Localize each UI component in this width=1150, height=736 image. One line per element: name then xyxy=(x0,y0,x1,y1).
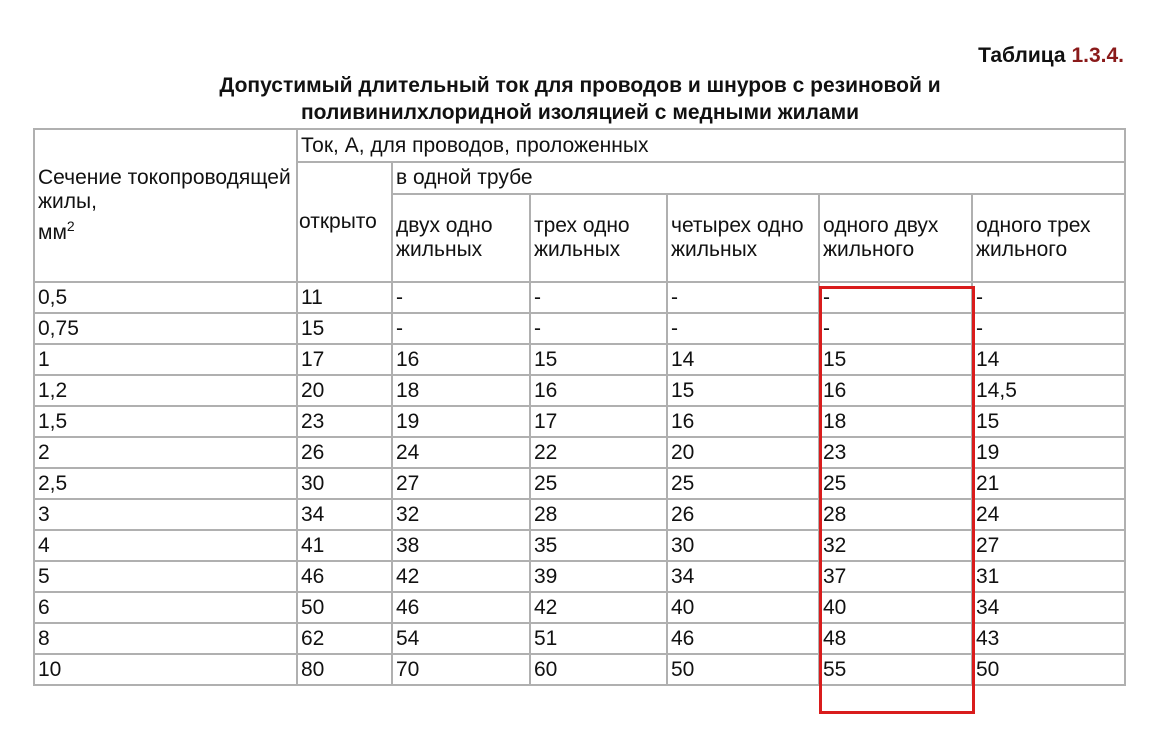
row-section-cell: 8 xyxy=(34,623,297,654)
table-title xyxy=(0,72,1150,126)
table-title-line-2: поливинилхлоридной изоляцией с медными жилами xyxy=(300,101,860,124)
row-value-cell: 16 xyxy=(530,375,667,406)
row-value-cell: 17 xyxy=(530,406,667,437)
row-value-cell: 25 xyxy=(819,468,972,499)
row-value-cell: 15 xyxy=(819,344,972,375)
header-section-label: Сечение токопроводящей жилы, xyxy=(38,166,291,213)
row-value-cell: 43 xyxy=(972,623,1125,654)
row-value-cell: 19 xyxy=(972,437,1125,468)
row-value-cell: 32 xyxy=(392,499,530,530)
row-section-cell: 1,2 xyxy=(34,375,297,406)
row-value-cell: 20 xyxy=(297,375,392,406)
row-value-cell: 80 xyxy=(297,654,392,685)
row-value-cell: 30 xyxy=(667,530,819,561)
row-section-cell: 10 xyxy=(34,654,297,685)
row-value-cell: 46 xyxy=(667,623,819,654)
row-section-cell: 4 xyxy=(34,530,297,561)
row-value-cell: - xyxy=(667,313,819,344)
table-row xyxy=(34,623,1125,654)
row-value-cell: 50 xyxy=(667,654,819,685)
table-row xyxy=(34,406,1125,437)
row-value-cell: 31 xyxy=(972,561,1125,592)
row-value-cell: 62 xyxy=(297,623,392,654)
row-value-cell: 24 xyxy=(972,499,1125,530)
header-col-one-three-core: одного трех жильного xyxy=(972,194,1125,282)
table-row xyxy=(34,530,1125,561)
row-value-cell: 55 xyxy=(819,654,972,685)
table-title-line-1: Допустимый длительный ток для проводов и шнуров с резиновой и xyxy=(219,74,941,97)
row-value-cell: 34 xyxy=(297,499,392,530)
row-value-cell: 60 xyxy=(530,654,667,685)
row-value-cell: 19 xyxy=(392,406,530,437)
current-table xyxy=(33,128,1126,686)
header-in-one-pipe: в одной трубе xyxy=(392,162,1125,194)
row-value-cell: 24 xyxy=(392,437,530,468)
row-section-cell: 2 xyxy=(34,437,297,468)
row-value-cell: 38 xyxy=(392,530,530,561)
row-section-cell: 1 xyxy=(34,344,297,375)
table-row xyxy=(34,313,1125,344)
table-row xyxy=(34,344,1125,375)
header-row-1 xyxy=(34,129,1125,162)
table-number xyxy=(978,44,1124,68)
row-value-cell: 28 xyxy=(530,499,667,530)
table-row xyxy=(34,592,1125,623)
row-value-cell: 21 xyxy=(972,468,1125,499)
row-value-cell: 30 xyxy=(297,468,392,499)
header-col-three-single: трех одно жильных xyxy=(530,194,667,282)
header-col-open: открыто xyxy=(297,162,392,282)
row-value-cell: 50 xyxy=(972,654,1125,685)
table-row xyxy=(34,561,1125,592)
row-value-cell: 18 xyxy=(819,406,972,437)
row-value-cell: 18 xyxy=(392,375,530,406)
row-section-cell: 2,5 xyxy=(34,468,297,499)
row-value-cell: - xyxy=(530,313,667,344)
row-value-cell: 46 xyxy=(297,561,392,592)
table-row xyxy=(34,654,1125,685)
row-section-cell: 6 xyxy=(34,592,297,623)
row-value-cell: 37 xyxy=(819,561,972,592)
row-value-cell: 11 xyxy=(297,282,392,313)
row-value-cell: 17 xyxy=(297,344,392,375)
row-value-cell: 16 xyxy=(819,375,972,406)
row-value-cell: - xyxy=(972,282,1125,313)
row-section-cell: 0,5 xyxy=(34,282,297,313)
row-value-cell: 41 xyxy=(297,530,392,561)
row-section-cell: 3 xyxy=(34,499,297,530)
header-section-unit: мм xyxy=(38,221,67,244)
row-value-cell: 15 xyxy=(972,406,1125,437)
row-value-cell: 46 xyxy=(392,592,530,623)
header-col-one-two-core: одного двух жильного xyxy=(819,194,972,282)
row-value-cell: 16 xyxy=(392,344,530,375)
row-value-cell: 14,5 xyxy=(972,375,1125,406)
row-value-cell: 15 xyxy=(530,344,667,375)
row-value-cell: 34 xyxy=(972,592,1125,623)
row-value-cell: - xyxy=(392,313,530,344)
row-value-cell: 51 xyxy=(530,623,667,654)
row-value-cell: 48 xyxy=(819,623,972,654)
row-value-cell: 40 xyxy=(819,592,972,623)
row-value-cell: - xyxy=(667,282,819,313)
row-value-cell: 27 xyxy=(392,468,530,499)
row-value-cell: 39 xyxy=(530,561,667,592)
row-value-cell: 28 xyxy=(819,499,972,530)
table-row xyxy=(34,499,1125,530)
header-col-four-single: четырех одно жильных xyxy=(667,194,819,282)
row-value-cell: 50 xyxy=(297,592,392,623)
table-row xyxy=(34,437,1125,468)
header-section-unit-sup: 2 xyxy=(66,218,75,234)
row-value-cell: 25 xyxy=(667,468,819,499)
row-value-cell: 32 xyxy=(819,530,972,561)
row-value-cell: - xyxy=(819,313,972,344)
row-value-cell: - xyxy=(530,282,667,313)
row-section-cell: 1,5 xyxy=(34,406,297,437)
row-value-cell: 14 xyxy=(972,344,1125,375)
table-row xyxy=(34,375,1125,406)
row-value-cell: 26 xyxy=(297,437,392,468)
row-value-cell: 27 xyxy=(972,530,1125,561)
row-value-cell: 54 xyxy=(392,623,530,654)
header-current-label: Ток, А, для проводов, проложенных xyxy=(297,129,1125,162)
row-section-cell: 0,75 xyxy=(34,313,297,344)
table-number-prefix: Таблица xyxy=(978,44,1072,67)
header-section-cell xyxy=(34,129,297,282)
row-value-cell: 35 xyxy=(530,530,667,561)
row-value-cell: 23 xyxy=(819,437,972,468)
row-value-cell: 42 xyxy=(392,561,530,592)
row-value-cell: 15 xyxy=(667,375,819,406)
row-value-cell: 16 xyxy=(667,406,819,437)
row-value-cell: 14 xyxy=(667,344,819,375)
table-row xyxy=(34,282,1125,313)
row-value-cell: 34 xyxy=(667,561,819,592)
row-section-cell: 5 xyxy=(34,561,297,592)
row-value-cell: 20 xyxy=(667,437,819,468)
row-value-cell: - xyxy=(972,313,1125,344)
table-row xyxy=(34,468,1125,499)
row-value-cell: - xyxy=(392,282,530,313)
table-number-value: 1.3.4. xyxy=(1071,44,1124,67)
row-value-cell: 40 xyxy=(667,592,819,623)
row-value-cell: 25 xyxy=(530,468,667,499)
row-value-cell: 22 xyxy=(530,437,667,468)
row-value-cell: 70 xyxy=(392,654,530,685)
row-value-cell: 26 xyxy=(667,499,819,530)
row-value-cell: 15 xyxy=(297,313,392,344)
row-value-cell: 23 xyxy=(297,406,392,437)
row-value-cell: - xyxy=(819,282,972,313)
header-col-two-single: двух одно жильных xyxy=(392,194,530,282)
row-value-cell: 42 xyxy=(530,592,667,623)
